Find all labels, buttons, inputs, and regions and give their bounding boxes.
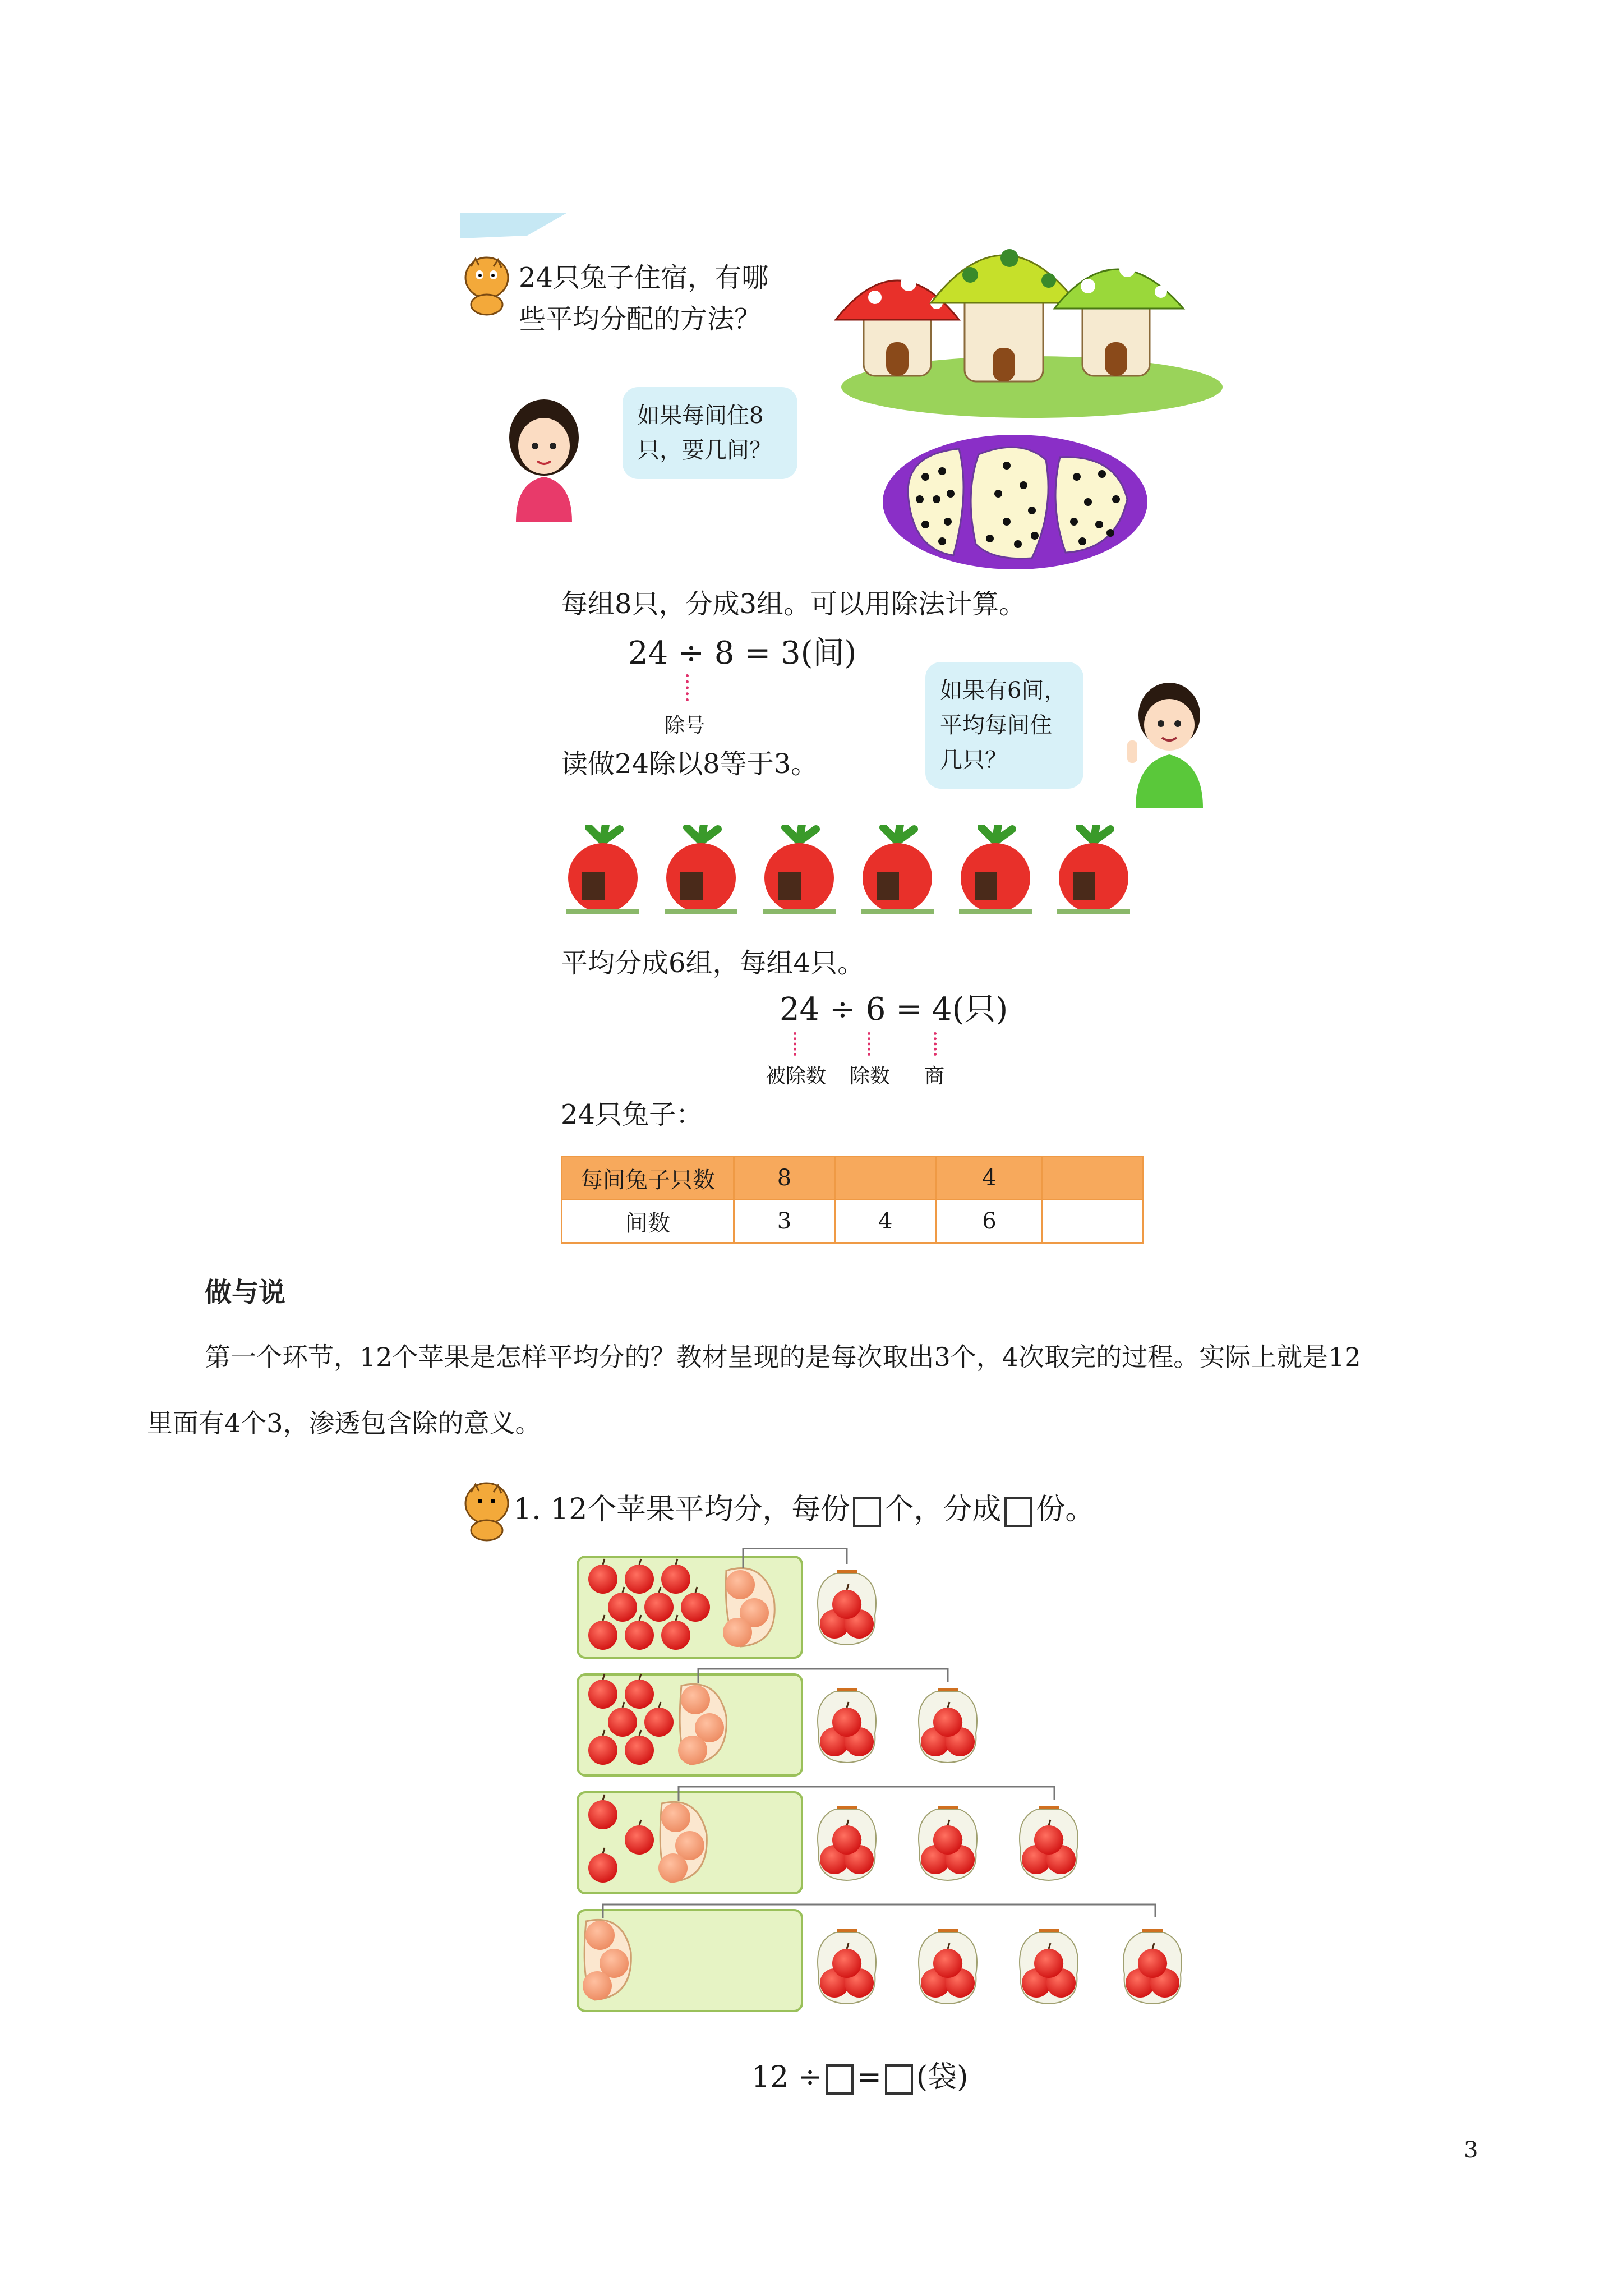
table-row-rooms [562, 1200, 1144, 1243]
title-part-1: 12个苹果平均分，每份 [550, 1493, 850, 1526]
textbook-figure-apples [460, 1475, 1239, 2098]
divisor-label: 除数 [850, 1065, 891, 1088]
boy-bubble-line-3: 几只？ [940, 747, 1007, 773]
table-cell-label: 间数 [562, 1200, 734, 1243]
question-line-1: 24只兔子住宿，有哪 [519, 262, 769, 293]
title-part-2: 个，分成 [884, 1493, 1002, 1526]
equation-part-2: = [857, 2060, 882, 2094]
quotient-pointer [934, 1032, 937, 1056]
answer-box-shares[interactable] [1004, 1497, 1032, 1527]
girl-bubble-line-2: 只，要几间？ [637, 438, 772, 463]
girl-speech-bubble [623, 387, 797, 479]
boy-bubble-line-2: 平均每间住 [940, 712, 1052, 738]
equation-part-3: (袋) [916, 2060, 969, 2094]
table-cell [835, 1157, 936, 1200]
paragraph-line-1: 第一个环节，12个苹果是怎样平均分的？教材呈现的是每次取出3个，4次取完的过程。实际上就是12 [205, 1342, 1361, 1372]
page-number: 3 [1464, 2137, 1478, 2163]
boy-bubble-line-1: 如果有6间， [940, 678, 1067, 703]
table-cell [1043, 1157, 1144, 1200]
boy-character-icon [1122, 673, 1217, 808]
table-cell: 6 [936, 1200, 1043, 1243]
read-as-sentence: 读做24除以8等于3。 [561, 748, 818, 780]
group-sentence-1: 每组8只，分成3组。可以用除法计算。 [561, 588, 1026, 620]
exercise-1-equation [751, 2053, 968, 2095]
girl-bubble-line-1: 如果每间住8 [637, 403, 764, 429]
table-cell: 8 [734, 1157, 834, 1200]
rabbit-distribution-table [561, 1156, 1144, 1244]
exercise-number: 1. [513, 1493, 541, 1526]
table-cell: 4 [936, 1157, 1043, 1200]
equation-part-1: 12 ÷ [751, 2060, 823, 2094]
answer-box-quotient[interactable] [885, 2064, 913, 2095]
divisor-pointer [868, 1032, 870, 1056]
question-text [519, 257, 768, 340]
answer-box-per-share[interactable] [853, 1497, 881, 1527]
table-row-per-room [562, 1157, 1144, 1200]
table-cell: 4 [835, 1200, 936, 1243]
title-part-3: 份。 [1036, 1493, 1095, 1526]
table-cell: 3 [734, 1200, 834, 1243]
radish-houses-row [561, 825, 1155, 931]
equation-2: 24 ÷ 6 = 4(只) [780, 991, 1008, 1028]
question-line-2: 些平均分配的方法？ [519, 303, 762, 335]
division-sign-label: 除号 [665, 714, 706, 737]
table-cell [1043, 1200, 1144, 1243]
mushroom-houses-illustration [824, 219, 1228, 426]
tiger-mascot-icon [460, 250, 516, 317]
quotient-label: 商 [924, 1065, 945, 1088]
dividend-label: 被除数 [766, 1065, 827, 1088]
dividend-pointer [794, 1032, 796, 1056]
answer-box-divisor[interactable] [826, 2064, 854, 2095]
division-sign-pointer [686, 674, 689, 701]
grouping-oval-diagram [880, 432, 1150, 572]
equation-1: 24 ÷ 8 = 3(间) [628, 635, 857, 671]
girl-character-icon [499, 393, 589, 522]
group-sentence-2: 平均分成6组，每组4只。 [561, 947, 865, 979]
section-heading: 做与说 [205, 1277, 286, 1308]
paragraph-line-2: 里面有4个3，渗透包含除的意义。 [147, 1408, 541, 1438]
textbook-figure-rabbits [460, 213, 1239, 1257]
apple-grouping-diagram [460, 1548, 1239, 2042]
table-title: 24只兔子： [561, 1099, 703, 1130]
table-cell-label: 每间兔子只数 [562, 1157, 734, 1200]
exercise-1-title [513, 1485, 1094, 1527]
boy-speech-bubble [925, 662, 1083, 789]
tiger-mascot-icon [460, 1475, 516, 1543]
